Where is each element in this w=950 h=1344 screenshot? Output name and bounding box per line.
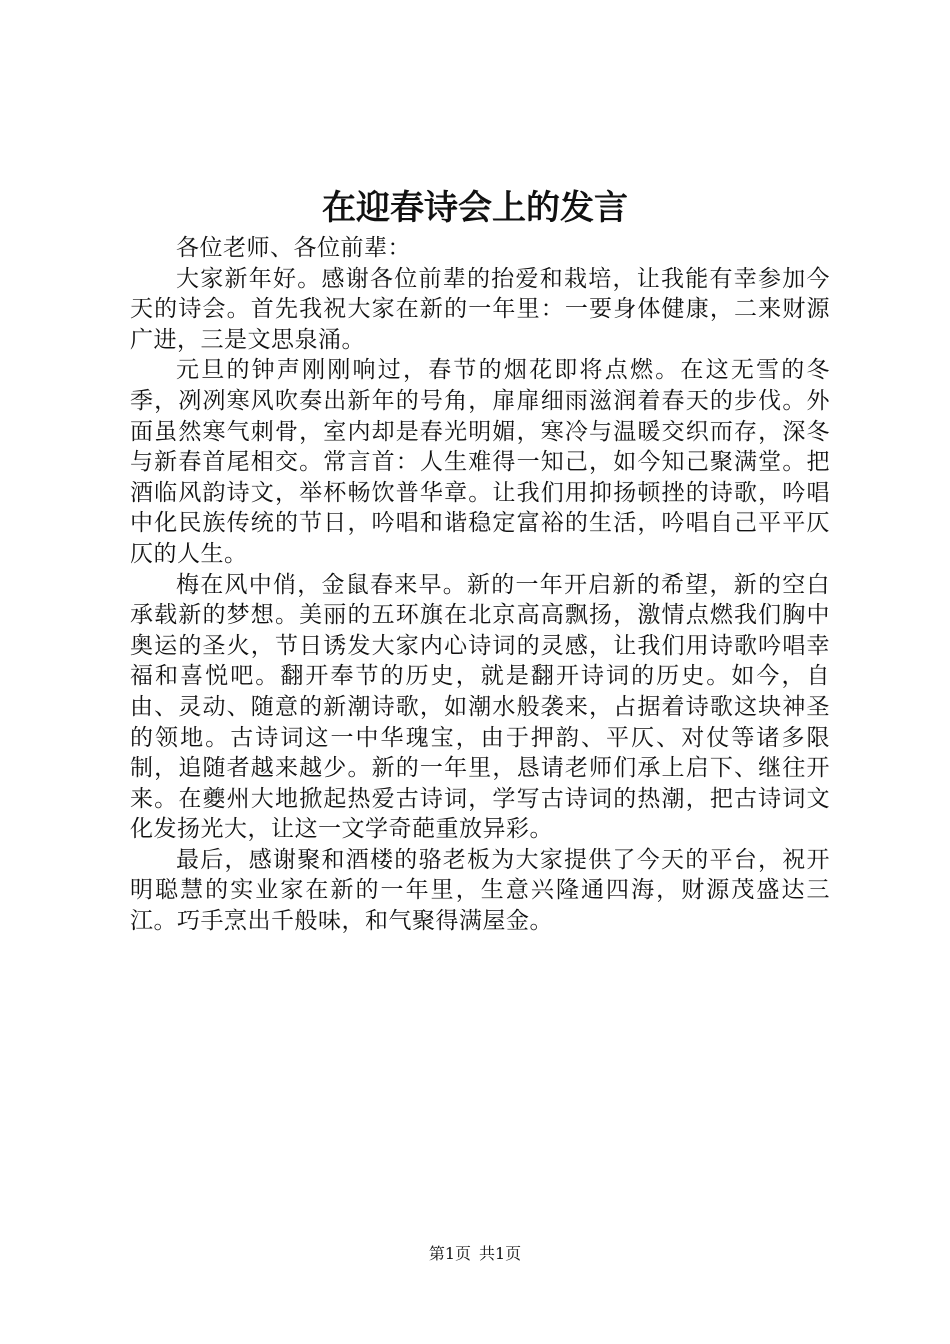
greeting-paragraph: 大家新年好。感谢各位前辈的抬爱和栽培，让我能有幸参加今天的诗会。首先我祝大家在新的一年里：一要身体健康，二来财源广进，三是文思泉涌。	[130, 265, 830, 353]
poetry-paragraph: 梅在风中俏，金鼠春来早。新的一年开启新的希望，新的空白承载新的梦想。美丽的五环旗在北京高高飘扬，激情点燃我们胸中奥运的圣火，节日诱发大家内心诗词的灵感，让我们用诗歌吟唱幸福和喜悦吧。翻开奉节的历史，就是翻开诗词的历史。如今，自由、灵动、随意的新潮诗歌，如潮水般袭来，占据着诗歌这块神圣的领地。古诗词这一中华瑰宝，由于押韵、平仄、对仗等诸多限制，追随者越来越少。新的一年里，恳请老师们承上启下、继往开来。在夔州大地掀起热爱古诗词，学写古诗词的热潮，把古诗词文化发扬光大，让这一文学奇葩重放异彩。	[130, 571, 830, 843]
document-title: 在迎春诗会上的发言	[322, 188, 628, 228]
page-count: 共1页	[479, 1244, 522, 1263]
closing-paragraph: 最后，感谢聚和酒楼的骆老板为大家提供了今天的平台，祝开明聪慧的实业家在新的一年里，生意兴隆通四海，财源茂盛达三江。巧手烹出千般味，和气聚得满屋金。	[130, 846, 830, 935]
salutation-paragraph: 各位老师、各位前辈：	[176, 235, 411, 261]
page-number: 第1页	[428, 1244, 471, 1263]
document-body	[130, 233, 830, 937]
new-year-paragraph: 元旦的钟声刚刚响过，春节的烟花即将点燃。在这无雪的冬季，冽冽寒风吹奏出新年的号角，扉扉细雨滋润着春天的步伐。外面虽然寒气刺骨，室内却是春光明媚，寒冷与温暖交织而存，深冬与新春首尾相交。常言首：人生难得一知己，如今知己聚满堂。把酒临风韵诗文，举杯畅饮普华章。让我们用抑扬顿挫的诗歌，吟唱中化民族传统的节日，吟唱和谐稳定富裕的生活，吟唱自己平平仄仄的人生。	[130, 357, 830, 567]
page-footer	[0, 1243, 950, 1265]
